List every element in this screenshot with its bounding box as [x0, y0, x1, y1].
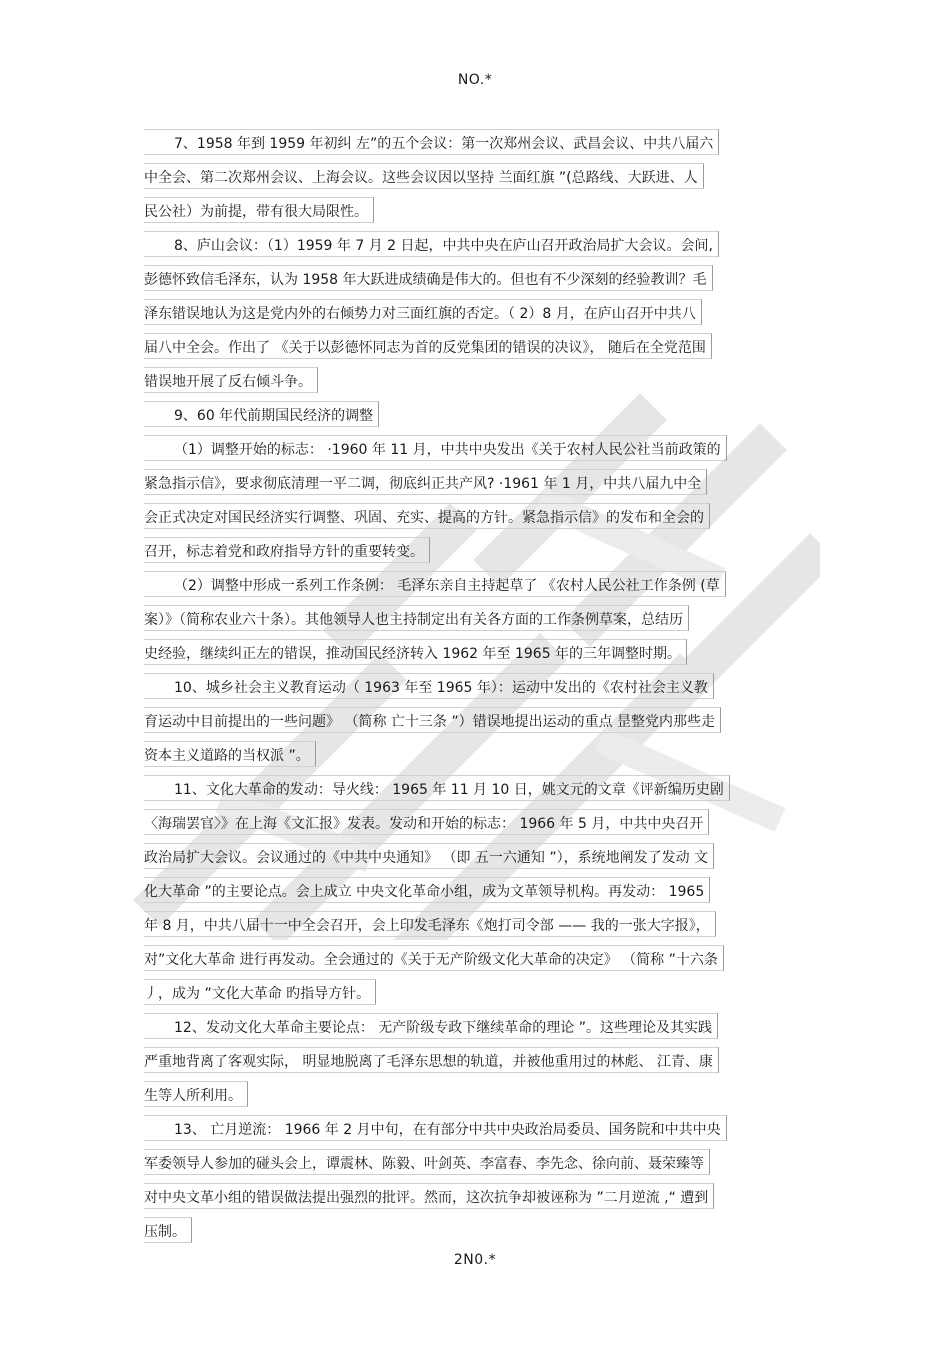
line-text: 错误地开展了反右倾斗争。 — [144, 374, 312, 390]
line-text: 12、发动文化大革命主要论点： 无产阶级专政下继续革命的理论 ”。这些理论及其实践 — [174, 1020, 712, 1036]
text-line — [144, 841, 810, 875]
text-line — [144, 909, 810, 943]
line-text: （2）调整中形成一系列工作条例： 毛泽东亲自主持起草了 《农村人民公社工作条例 (草 — [174, 578, 720, 594]
text-line — [144, 739, 810, 773]
text-line — [144, 807, 810, 841]
line-text: 对”文化大革命 进行再发动。全会通过的《关于无产阶级文化大革命的决定》 （简称 ”十六条 — [144, 952, 718, 968]
line-text: 政治局扩大会议。会议通过的《中共中央通知》 （即 五一六通知 ”），系统地阐发了发动 文 — [144, 850, 709, 866]
text-line — [144, 399, 810, 433]
line-text: 8、庐山会议：（1）1959 年 7 月 2 日起，中共中央在庐山召开政治局扩大会议。会间, — [174, 238, 713, 254]
line-text: 军委领导人参加的碰头会上，谭震林、陈毅、叶剑英、李富春、李先念、徐向前、聂荣臻等 — [144, 1156, 704, 1172]
text-line — [144, 671, 810, 705]
text-line — [144, 1181, 810, 1215]
text-line — [144, 603, 810, 637]
text-line — [144, 501, 810, 535]
text-line — [144, 535, 810, 569]
text-line — [144, 943, 810, 977]
line-text: 泽东错误地认为这是党内外的右倾势力对三面红旗的否定。（ 2）8 月，在庐山召开中共八 — [144, 306, 696, 322]
text-line — [144, 569, 810, 603]
text-line — [144, 773, 810, 807]
text-line — [144, 1113, 810, 1147]
line-text: 中全会、第二次郑州会议、上海会议。这些会议因以坚持 兰面红旗 ”(总路线、大跃进、人 — [144, 170, 698, 186]
text-line — [144, 433, 810, 467]
text-line — [144, 297, 810, 331]
line-text: 压制。 — [144, 1224, 186, 1240]
line-text: 育运动中目前提出的一些问题》 （简称 亡十三条 ”）错误地提出运动的重点 昰整党内那些走 — [144, 714, 716, 730]
line-text: （1）调整开始的标志： ·1960 年 11 月，中共中央发出《关于农村人民公社当前政策的 — [174, 442, 721, 458]
text-line — [144, 467, 810, 501]
text-line — [144, 365, 810, 399]
page-header: NO.* — [457, 72, 493, 88]
document-body — [144, 127, 810, 1249]
line-text: 民公社）为前提，带有很大局限性。 — [144, 204, 368, 220]
line-text: 化大革命 ”的主要论点。会上成立 中央文化革命小组，成为文革领导机构。再发动： 1965 — [144, 884, 705, 900]
line-text: 彭德怀致信毛泽东，认为 1958 年大跃进成绩确是伟大的。但也有不少深刻的经验教训？毛 — [144, 272, 707, 288]
text-line — [144, 1079, 810, 1113]
line-text: 史经验，继续纠正左的错误，推动国民经济转入 1962 年至 1965 年的三年调整时期。 — [144, 646, 682, 662]
line-text: 对中央文革小组的错误做法提出强烈的批评。然而，这次抗争却被诬称为 ”二月逆流 ,“ 遭到 — [144, 1190, 709, 1206]
line-text: 7、1958 年到 1959 年初纠 左”的五个会议：第一次郑州会议、武昌会议、中共八届六 — [174, 136, 714, 152]
text-line — [144, 1147, 810, 1181]
text-line — [144, 195, 810, 229]
line-text: 届八中全会。作出了 《关于以彭德怀同志为首的反党集团的错误的决议》， 随后在全党范围 — [144, 340, 706, 356]
text-line — [144, 1045, 810, 1079]
text-line — [144, 161, 810, 195]
line-text: 严重地背离了客观实际， 明显地脱离了毛泽东思想的轨道，并被他重用过的林彪、 江青、康 — [144, 1054, 713, 1070]
line-text: 13、 亡月逆流： 1966 年 2 月中旬，在有部分中共中央政治局委员、国务院和中共中央 — [174, 1122, 721, 1138]
text-line — [144, 875, 810, 909]
text-line — [144, 1011, 810, 1045]
page-footer: 2N0.* — [453, 1252, 497, 1268]
text-line — [144, 263, 810, 297]
line-text: 丿，成为 ”文化大革命 旳指导方针。 — [144, 986, 371, 1002]
text-line — [144, 331, 810, 365]
line-text: 〈海瑞罢官〉》在上海《文汇报》发表。发动和开始的标志： 1966 年 5 月，中共中央召开 — [144, 816, 704, 832]
line-text: 紧急指示信》，要求彻底清理一平二调，彻底纠正共产风? ·1961 年 1 月，中共八届九中全 — [144, 476, 702, 492]
text-line — [144, 1215, 810, 1249]
text-line — [144, 127, 810, 161]
text-lines — [144, 127, 810, 1249]
line-text: 召开，标志着党和政府指导方针的重要转变。 — [144, 544, 424, 560]
line-text: 案）》（简称农业六十条）。其他领导人也主持制定出有关各方面的工作条例草案，总结历 — [144, 612, 683, 628]
line-text: 会正式决定对国民经济实行调整、巩固、充实、提高的方针。紧急指示信》的发布和全会的 — [144, 510, 704, 526]
line-text: 年 8 月，中共八届十一中全会召开，会上印发毛泽东《炮打司令部 —— 我的一张大字报》， — [144, 918, 710, 934]
line-text: 生等人所利用。 — [144, 1088, 242, 1104]
line-text: 10、城乡社会主义教育运动（ 1963 年至 1965 年）：运动中发出的《农村社会主义教 — [174, 680, 708, 696]
text-line — [144, 637, 810, 671]
text-line — [144, 229, 810, 263]
line-text: 11、文化大革命的发动：导火线： 1965 年 11 月 10 日，姚文元的文章《评新编历史剧 — [174, 782, 724, 798]
line-text: 9、60 年代前期国民经济的调整 — [174, 408, 374, 424]
line-text: 资本主义道路的当权派 ”。 — [144, 748, 310, 764]
text-line — [144, 977, 810, 1011]
text-line — [144, 705, 810, 739]
